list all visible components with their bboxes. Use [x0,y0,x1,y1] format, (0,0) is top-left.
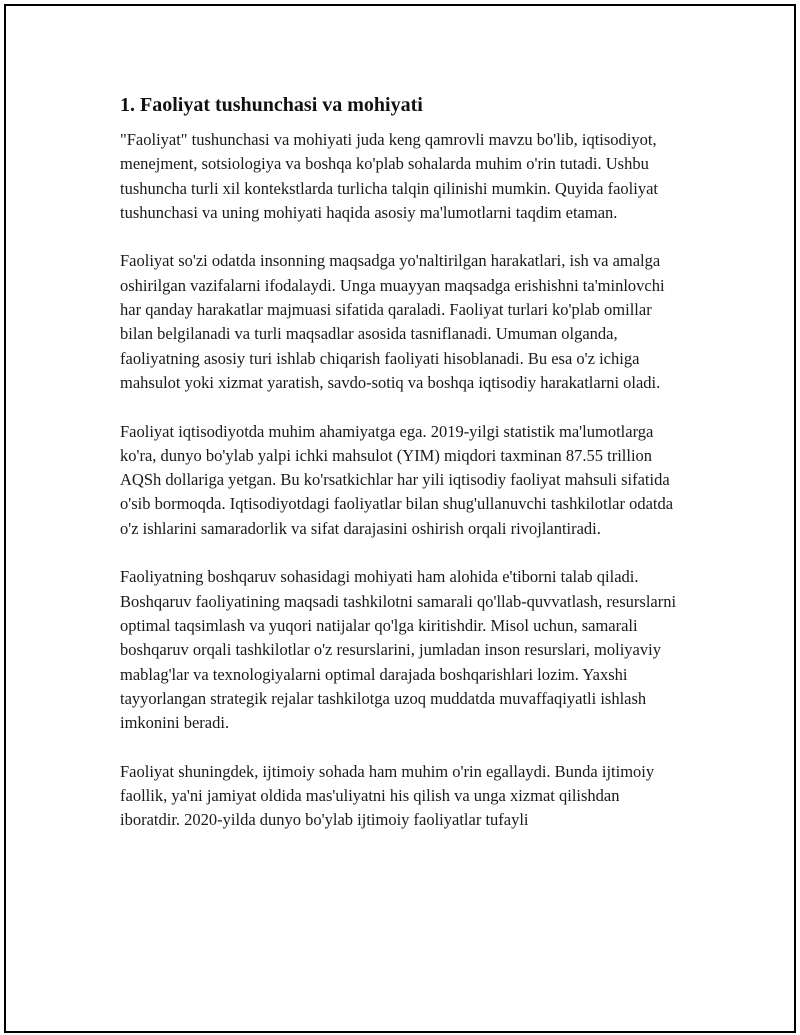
paragraph-management: Faoliyatning boshqaruv sohasidagi mohiyati ham alohida e'tiborni talab qiladi. Boshqaruv faoliyatining maqsadi tashkilotni samarali qo'llab-quvvatlash, resurslarni optimal taqsimlash va yuqori natijalar qo'lga kiritishdir. Misol uchun, samarali boshqaruv orqali tashkilotlar o'z resurslarini, jumladan inson resurslari, moliyaviy mablag'lar va texnologiyalarni optimal darajada boshqarishlari lozim. Yaxshi tayyorlangan strategik rejalar tashkilotga uzoq muddatda muvaffaqiyatli ishlash imkonini beradi. [120,567,677,733]
section-heading: 1. Faoliyat tushunchasi va mohiyati [120,94,423,116]
paragraph-definition: Faoliyat so'zi odatda insonning maqsadga yo'naltirilgan harakatlari, ish va amalga oshirilgan vazifalarni ifodalaydi. Unga muayyan maqsadga erishishni ta'minlovchi har qanday harakatlar majmuasi sifatida qaraladi. Faoliyat turlari ko'plab omillar bilan belgilanadi va turli maqsadlar asosida tasniflanadi. Umuman olganda, faoliyatning asosiy turi ishlab chiqarish faoliyati hisoblanadi. Bu esa o'z ichiga mahsulot yoki xizmat yaratish, savdo-sotiq va boshqa iqtisodiy harakatlarni oladi. [120,251,665,392]
paragraph-economy: Faoliyat iqtisodiyotda muhim ahamiyatga ega. 2019-yilgi statistik ma'lumotlarga ko'ra, dunyo bo'ylab yalpi ichki mahsulot (YIM) miqdori taxminan 87.55 trillion AQSh dollariga yetgan. Bu ko'rsatkichlar har yili iqtisodiy faoliyat mahsuli sifatida o'sib bormoqda. Iqtisodiyotdagi faoliyatlar bilan shug'ullanuvchi tashkilotlar odatda o'z ishlarini samaradorlik va sifat darajasini oshirish orqali rivojlantiradi. [120,421,674,538]
document-body [120,92,680,857]
paragraph-social: Faoliyat shuningdek, ijtimoiy sohada ham muhim o'rin egallaydi. Bunda ijtimoiy faollik, ya'ni jamiyat oldida mas'uliyatni his qilish va unga xizmat qilishdan iboratdir. 2020-yilda dunyo bo'ylab ijtimoiy faoliyatlar tufayli [120,761,655,830]
document-page [4,4,796,1033]
paragraph-intro: "Faoliyat" tushunchasi va mohiyati juda keng qamrovli mavzu bo'lib, iqtisodiyot, menejment, sotsiologiya va boshqa ko'plab sohalarda muhim o'rin tutadi. Ushbu tushuncha turli xil kontekstlarda turlicha talqin qilinishi mumkin. Quyida faoliyat tushunchasi va uning mohiyati haqida asosiy ma'lumotlarni taqdim etaman. [120,130,658,222]
